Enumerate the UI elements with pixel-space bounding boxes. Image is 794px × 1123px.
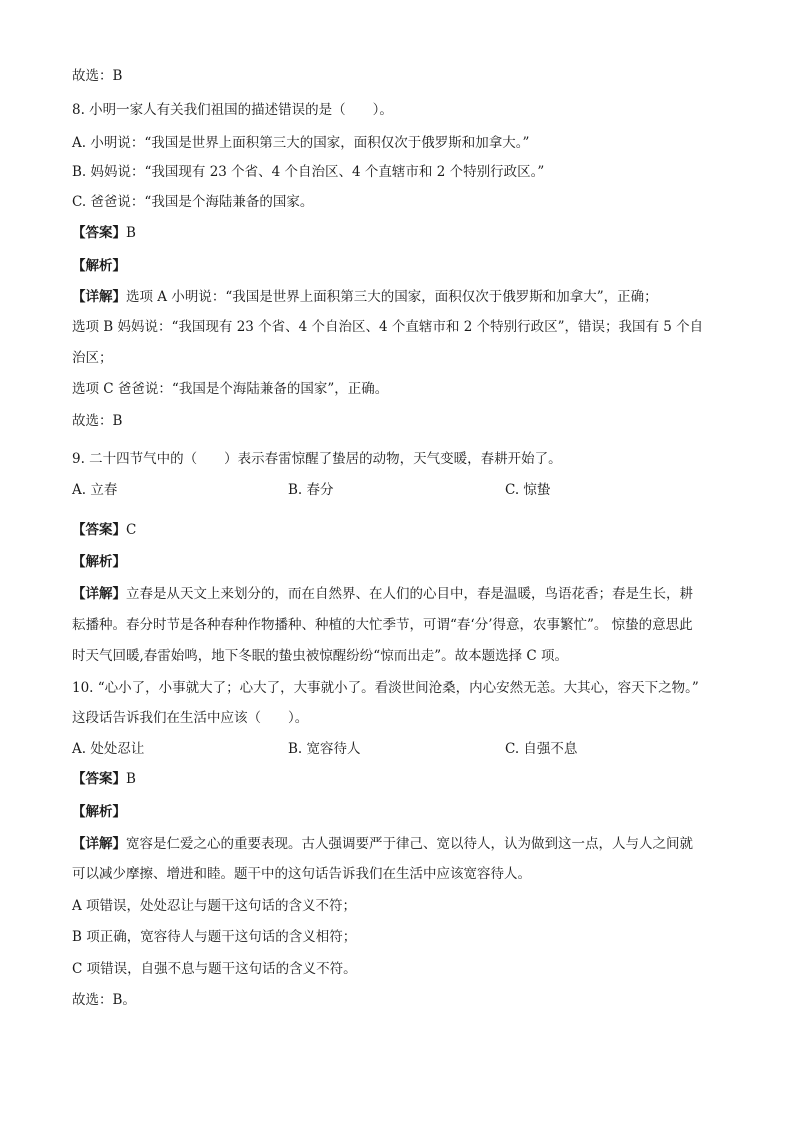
detail-text: 宽容是仁爱之心的重要表现。古人强调要严于律己、宽以待人，认为做到这一点，人与人之间就 [126, 836, 693, 852]
q10-conclusion: 故选：B。 [72, 992, 136, 1008]
answer-tag: 【答案】 [72, 225, 126, 241]
answer-tag: 【答案】 [72, 771, 126, 787]
q10-analysis-tag: 【解析】 [72, 804, 126, 820]
q8-option-b: B. 妈妈说：“我国现有 23 个省、4 个自治区、4 个直辖市和 2 个特别行政区。” [72, 164, 545, 180]
q9-option-c: C. 惊蛰 [505, 482, 551, 498]
q9-analysis-tag: 【解析】 [72, 554, 126, 570]
q8-detail-3: 治区； [72, 350, 113, 366]
q8-stem: 8. 小明一家人有关我们祖国的描述错误的是（ ）。 [72, 102, 393, 118]
q9-detail-1 [72, 585, 693, 603]
detail-text: 选项 A 小明说：“我国是世界上面积第三大的国家，面积仅次于俄罗斯和加拿大”，正确； [126, 289, 658, 305]
q10-answer [72, 770, 136, 788]
q10-detail-5: C 项错误，自强不息与题干这句话的含义不符。 [72, 961, 357, 977]
q9-option-a: A. 立春 [72, 482, 118, 498]
q8-option-a: A. 小明说：“我国是世界上面积第三大的国家，面积仅次于俄罗斯和加拿大。” [72, 135, 530, 151]
q10-detail-3: A 项错误，处处忍让与题干这句话的含义不符； [72, 898, 357, 914]
q8-detail-4: 选项 C 爸爸说：“我国是个海陆兼备的国家”，正确。 [72, 381, 389, 397]
q10-option-b: B. 宽容待人 [288, 741, 361, 757]
q10-detail-1 [72, 835, 693, 853]
q9-answer [72, 521, 136, 539]
q10-detail-4: B 项正确，宽容待人与题干这句话的含义相符； [72, 929, 357, 945]
q8-option-c: C. 爸爸说：“我国是个海陆兼备的国家。 [72, 194, 314, 210]
q10-stem-2: 这段话告诉我们在生活中应该（ ）。 [72, 710, 309, 726]
q10-option-a: A. 处处忍让 [72, 741, 145, 757]
q10-stem-1: 10. “心小了，小事就大了；心大了，大事就小了。看淡世间沧桑，内心安然无恙。大其心，容天下之物。” [72, 680, 699, 696]
q8-answer [72, 224, 136, 242]
q9-detail-2: 耘播种。春分时节是各种春种作物播种、种植的大忙季节，可谓“春‘分’得意，农事繁忙”。 惊蛰的意思此 [72, 617, 693, 633]
q7-conclusion: 故选：B [72, 68, 123, 84]
q8-analysis-tag: 【解析】 [72, 258, 126, 274]
q9-detail-3: 时天气回暖,春雷始鸣，地下冬眠的蛰虫被惊醒纷纷“惊而出走”。故本题选择 C 项。 [72, 648, 569, 664]
q8-conclusion: 故选：B [72, 413, 123, 429]
q9-option-b: B. 春分 [288, 482, 334, 498]
q8-detail-1 [72, 288, 658, 306]
q10-option-c: C. 自强不息 [505, 741, 578, 757]
q9-stem: 9. 二十四节气中的（ ）表示春雷惊醒了蛰居的动物，天气变暖，春耕开始了。 [72, 451, 562, 467]
answer-value: C [126, 522, 137, 538]
answer-value: B [126, 225, 136, 241]
detail-tag: 【详解】 [72, 586, 126, 602]
detail-text: 立春是从天文上来划分的，而在自然界、在人们的心目中，春是温暖，鸟语花香；春是生长，耕 [126, 586, 693, 602]
detail-tag: 【详解】 [72, 289, 126, 305]
answer-value: B [126, 771, 136, 787]
answer-tag: 【答案】 [72, 522, 126, 538]
q10-detail-2: 可以减少摩擦、增进和睦。题干中的这句话告诉我们在生活中应该宽容待人。 [72, 866, 531, 882]
detail-tag: 【详解】 [72, 836, 126, 852]
q8-detail-2: 选项 B 妈妈说：“我国现有 23 个省、4 个自治区、4 个直辖市和 2 个特别行政区”，错误；我国有 5 个自 [72, 319, 704, 335]
